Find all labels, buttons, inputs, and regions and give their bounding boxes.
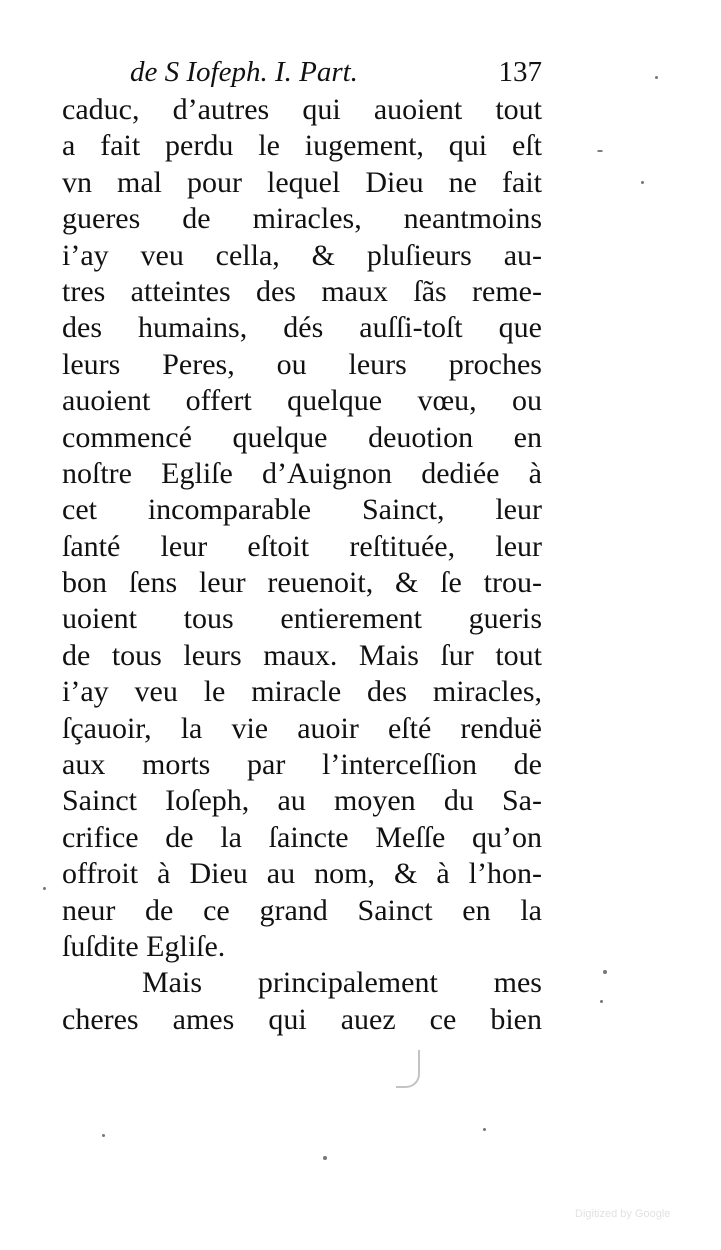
ink-speck: [597, 150, 603, 152]
text-line: Sainct Ioſeph, au moyen du Sa-: [62, 784, 542, 818]
text-line: tres atteintes des maux ſãs reme-: [62, 274, 542, 308]
ink-mark: [396, 1050, 420, 1088]
text-line: ſçauoir, la vie auoir eſté renduë: [62, 711, 542, 745]
ink-speck: [641, 181, 644, 184]
running-header: [130, 52, 542, 92]
text-line: i’ay veu cella, & pluſieurs au-: [62, 238, 542, 272]
ink-speck: [600, 1000, 603, 1003]
ink-speck: [603, 970, 607, 974]
text-line: des humains, dés auſſi-toſt que: [62, 311, 542, 345]
text-line: cheres ames qui auez ce bien: [62, 1002, 542, 1036]
text-line: neur de ce grand Sainct en la: [62, 893, 542, 927]
text-line: aux morts par l’interceſſion de: [62, 748, 542, 782]
text-line: ſanté leur eſtoit reſtituée, leur: [62, 529, 542, 563]
text-line: offroit à Dieu au nom, & à l’hon-: [62, 857, 542, 891]
text-line: cet incomparable Sainct, leur: [62, 493, 542, 527]
ink-speck: [43, 887, 46, 890]
ink-speck: [655, 76, 658, 79]
text-line: auoient offert quelque vœu, ou: [62, 384, 542, 418]
text-line: de tous leurs maux. Mais ſur tout: [62, 638, 542, 672]
text-line: i’ay veu le miracle des miracles,: [62, 675, 542, 709]
running-title: de S Iofeph. I. Part.: [130, 56, 358, 88]
paragraph-end-line: ſuſdite Egliſe.: [62, 929, 226, 963]
text-line: gueres de miracles, neantmoins: [62, 202, 542, 236]
paragraph-start-line: Mais principalement mes: [142, 966, 542, 1000]
text-line: uoient tous entierement gueris: [62, 602, 542, 636]
text-line: a fait perdu le iugement, qui eſt: [62, 129, 542, 163]
text-line: noſtre Egliſe d’Auignon dediée à: [62, 456, 542, 490]
ink-speck: [323, 1156, 327, 1160]
watermark: Digitized by Google: [575, 1208, 671, 1220]
text-line: crifice de la ſaincte Meſſe qu’on: [62, 820, 542, 854]
text-line: leurs Peres, ou leurs proches: [62, 347, 542, 381]
text-line: commencé quelque deuotion en: [62, 420, 542, 454]
text-line: caduc, d’autres qui auoient tout: [62, 93, 542, 126]
body-text: [62, 92, 542, 1038]
page-number: 137: [498, 56, 542, 88]
ink-speck: [102, 1134, 105, 1137]
text-line: vn mal pour lequel Dieu ne fait: [62, 165, 542, 199]
ink-speck: [483, 1128, 486, 1131]
text-line: bon ſens leur reuenoit, & ſe trou-: [62, 566, 542, 600]
